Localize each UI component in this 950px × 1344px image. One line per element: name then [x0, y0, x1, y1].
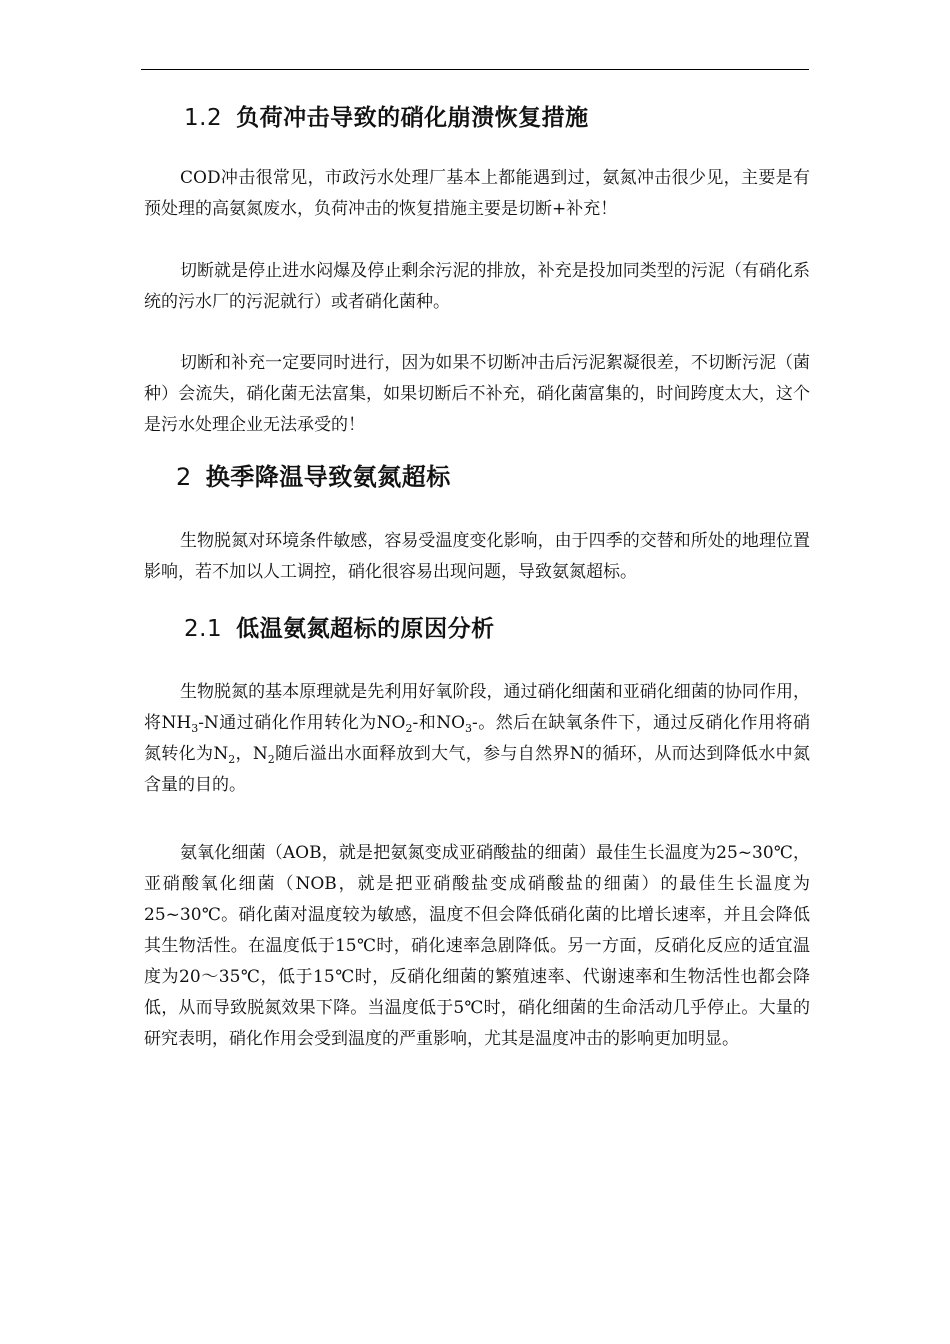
header-rule: [141, 69, 809, 70]
heading-1-2: [184, 103, 589, 133]
paragraph-nitrogen-principle: [144, 677, 810, 801]
subscript: 2: [228, 753, 236, 766]
heading-number: 1.2: [184, 105, 223, 131]
subscript: 3: [465, 722, 473, 735]
text-run: -N通过硝化作用转化为NO: [198, 713, 406, 733]
paragraph: 切断和补充一定要同时进行，因为如果不切断冲击后污泥絮凝很差，不切断污泥（菌种）会流失，硝化菌无法富集，如果切断后不补充，硝化菌富集的，时间跨度太大，这个是污水处理企业无法承受的！: [144, 353, 810, 435]
subscript: 3: [191, 722, 199, 735]
paragraph: 切断就是停止进水闷爆及停止剩余污泥的排放，补充是投加同类型的污泥（有硝化系统的污水厂的污泥就行）或者硝化菌种。: [144, 261, 810, 312]
heading-2: [176, 461, 451, 493]
heading-text: 低温氨氮超标的原因分析: [236, 616, 495, 642]
paragraph: COD冲击很常见，市政污水处理厂基本上都能遇到过，氨氮冲击很少见，主要是有预处理的高氨氮废水，负荷冲击的恢复措施主要是切断+补充！: [144, 168, 810, 219]
subscript: 2: [267, 753, 275, 766]
paragraph: 生物脱氮对环境条件敏感，容易受温度变化影响，由于四季的交替和所处的地理位置影响，若不加以人工调控，硝化很容易出现问题，导致氨氮超标。: [144, 531, 810, 582]
heading-number: 2: [176, 463, 192, 491]
heading-text: 负荷冲击导致的硝化崩溃恢复措施: [236, 105, 589, 131]
heading-2-1: [184, 614, 495, 644]
paragraph: 氨氧化细菌（AOB，就是把氨氮变成亚硝酸盐的细菌）最佳生长温度为25~30℃，亚硝酸氧化细菌（NOB，就是把亚硝酸盐变成硝酸盐的细菌）的最佳生长温度为25~30℃。硝化菌对温度较为敏感，温度不但会降低硝化菌的比增长速率，并且会降低其生物活性。在温度低于15℃时，硝化速率急剧降低。另一方面，反硝化反应的适宜温度为20～35℃，低于15℃时，反硝化细菌的繁殖速率、代谢速率和生物活性也都会降低，从而导致脱氮效果下降。当温度低于5℃时，硝化细菌的生命活动几乎停止。大量的研究表明，硝化作用会受到温度的严重影响，尤其是温度冲击的影响更加明显。: [144, 843, 810, 1049]
text-run: -。然后在缺氧条件下，通过反硝化作用将硝氮转化为N: [144, 713, 810, 764]
subscript: 2: [405, 722, 413, 735]
text-run: ，N: [235, 744, 268, 764]
text-run: -和NO: [412, 713, 466, 733]
heading-text: 换季降温导致氨氮超标: [205, 463, 451, 491]
heading-number: 2.1: [184, 616, 223, 642]
text-run: 生物脱氮的基本原理就是先利用好氧阶段，通过硝化细菌和亚硝化细菌的协同作用，将NH: [144, 682, 810, 733]
text-run: 随后溢出水面释放到大气，参与自然界N的循环，从而达到降低水中氮含量的目的。: [144, 744, 811, 795]
